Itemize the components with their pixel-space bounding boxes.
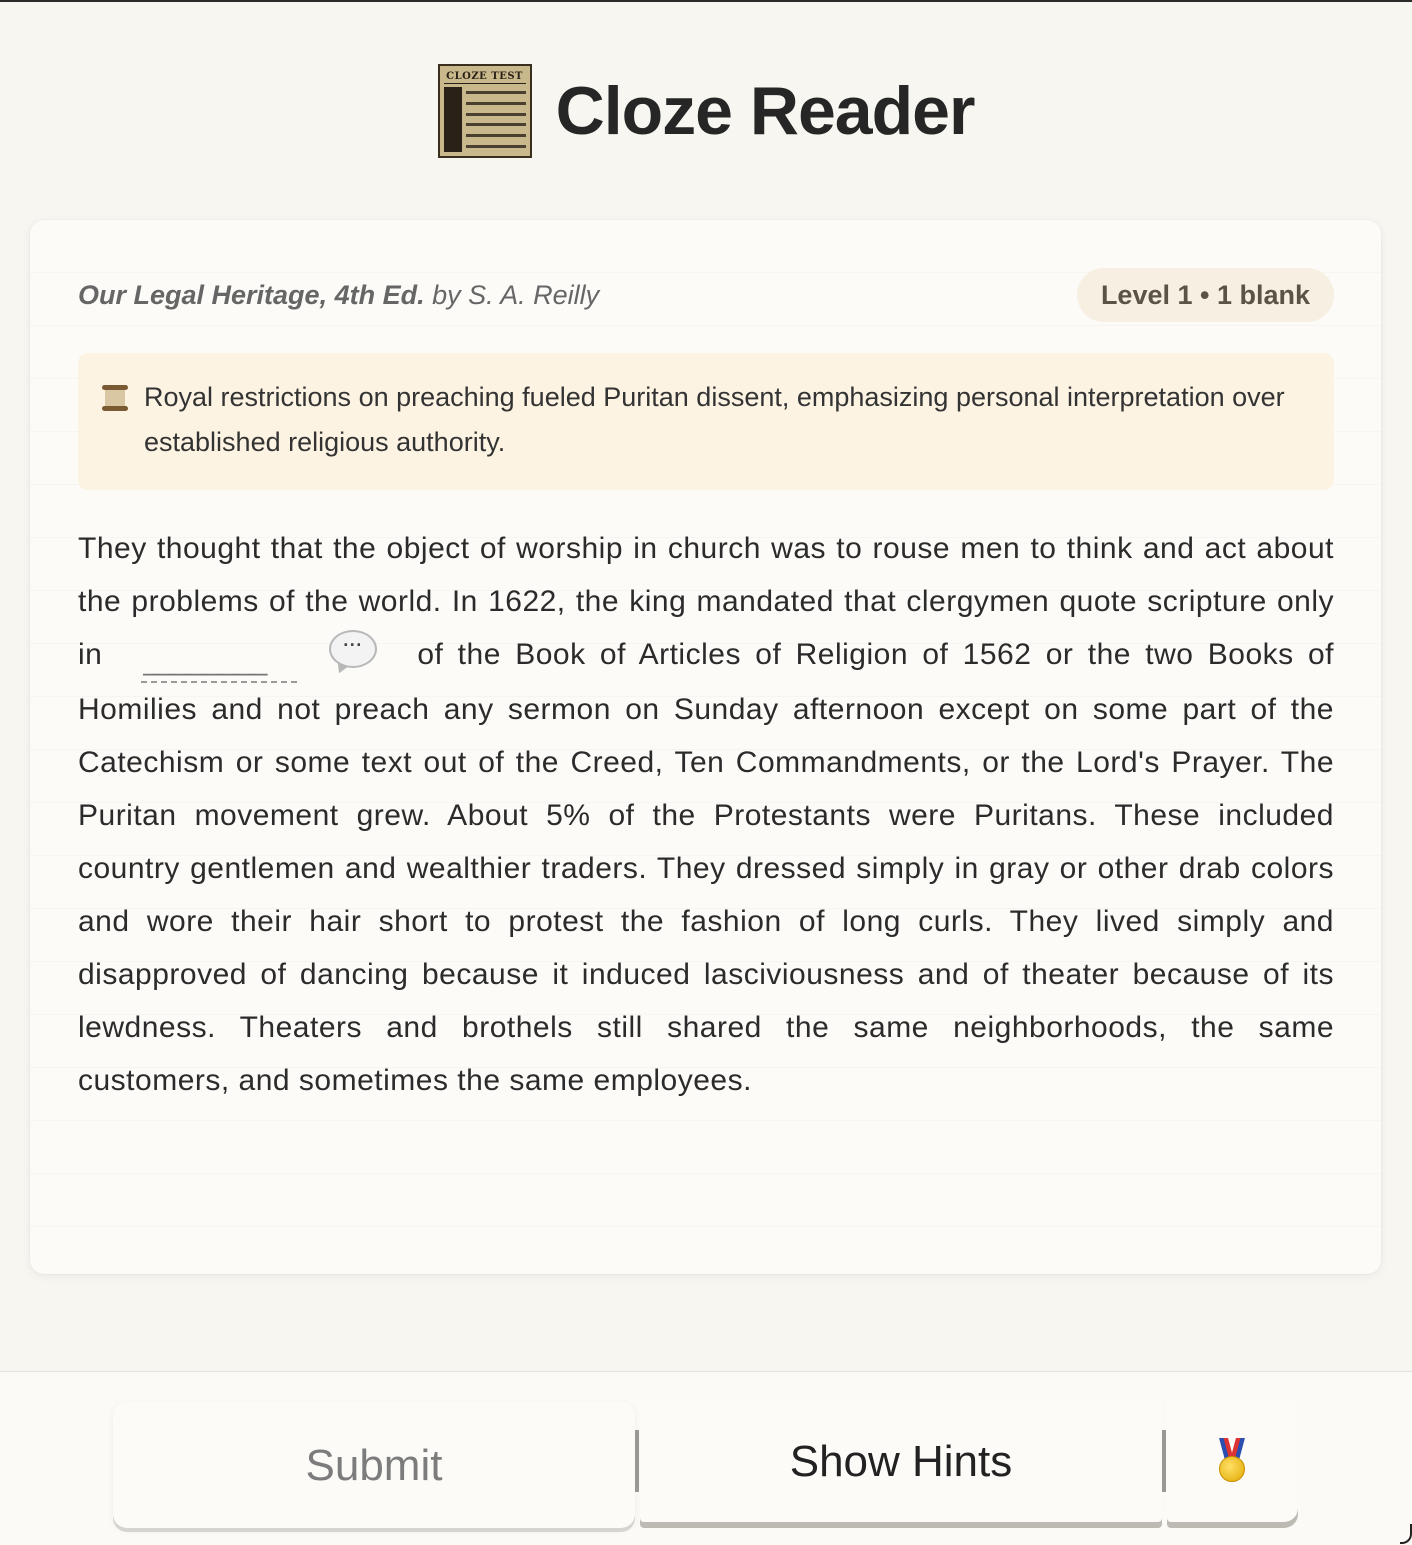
level-badge: Level 1 • 1 blank [1077,268,1334,322]
show-hints-button[interactable]: Show Hints [640,1400,1162,1522]
action-bar [0,1371,1412,1545]
chat-help-button[interactable] [329,630,377,674]
divider [1162,1430,1166,1492]
logo-illustration [444,87,526,152]
passage-text [78,522,1334,1107]
passage-card [30,220,1381,1274]
achievements-button[interactable] [1167,1400,1298,1522]
book-title: Our Legal Heritage, 4th Ed. [78,279,425,310]
speech-bubble-icon: ··· [329,630,377,668]
app-logo [438,64,532,158]
scroll-icon [102,385,128,411]
blank-input[interactable] [141,641,297,683]
passage-before-blank: They thought that the object of worship in church was to rouse men to think and act about the problems of the world. In 1622, the king mandated that clergymen quote scripture only in [78,532,1334,671]
medal-icon [1218,1438,1246,1482]
book-author: S. A. Reilly [468,279,600,310]
contextual-hint [78,353,1334,490]
submit-button[interactable]: Submit [113,1402,635,1528]
divider [635,1430,639,1492]
top-border [0,0,1412,2]
book-info [78,280,599,311]
book-by: by [432,279,461,310]
app-header [0,62,1412,160]
logo-title: CLOZE TEST [444,70,526,84]
passage-after-blank: of the Book of Articles of Religion of 1562 or the two Books of Homilies and not preach any sermon on Sunday afternoon except on some part of the Catechism or some text out of the Creed, Ten Commandments, or the Lord's Prayer. The Puritan movement grew. About 5% of the Protestants were Puritans. These included country gentlemen and wealthier traders. They dressed simply in gray or other drab colors and wore their hair short to protest the fashion of long curls. They lived simply and disapproved of dancing because it induced lasciviousness and of theater because of its lewdness. Theaters and brothels still shared the same neighborhoods, the same customers, and sometimes the same employees. [78,638,1334,1097]
book-meta-row [78,268,1334,322]
app-title: Cloze Reader [555,73,975,149]
hint-text: Royal restrictions on preaching fueled Puritan dissent, emphasizing personal interpretation over established religious authority. [144,382,1285,457]
